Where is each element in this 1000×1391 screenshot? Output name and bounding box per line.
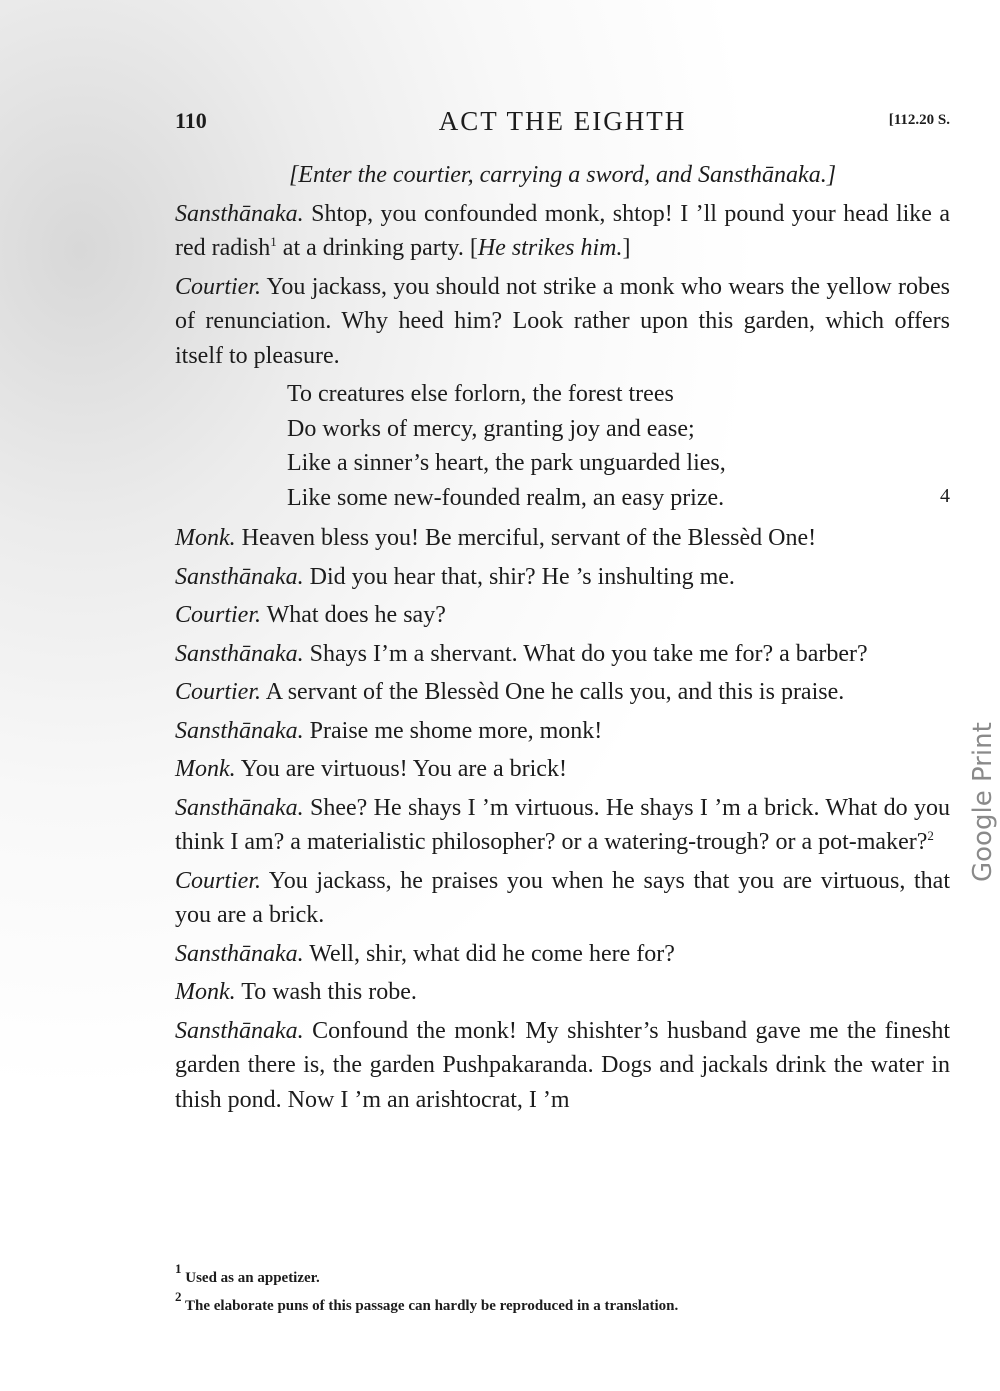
speaker-name: Courtier.: [175, 867, 262, 894]
speaker-name: Courtier.: [175, 273, 262, 300]
speech: [175, 197, 950, 266]
watermark-text: Google Print: [968, 722, 998, 882]
speech: [175, 864, 950, 933]
speech-text: Praise me shome more, monk!: [309, 717, 603, 744]
page-header: [175, 106, 950, 142]
speaker-name: Sansthānaka.: [175, 1017, 304, 1044]
speech-text: Well, shir, what did he come here for?: [309, 940, 675, 967]
speech: [175, 791, 950, 860]
speech: [175, 752, 950, 787]
speech-text: at a drinking party. [: [276, 235, 478, 261]
footnote-text: The elaborate puns of this passage can hardly be reproduced in a translation.: [184, 1298, 679, 1314]
body-text: [175, 158, 950, 1121]
speech: [175, 598, 950, 633]
watermark: [962, 710, 1000, 890]
speaker-name: Sansthānaka.: [175, 200, 304, 227]
footnote: [175, 1289, 950, 1320]
verse-number: 4: [940, 484, 950, 507]
speech: [175, 1014, 950, 1118]
speech-text: Shee? He shays I ’m virtuous. He shays I ’m a brick. What do you think I am? a materialistic philosopher? or a watering-trough? or a pot-maker?: [175, 794, 950, 855]
speech: [175, 560, 950, 595]
footnote: [175, 1261, 950, 1292]
speech: [175, 270, 950, 374]
verse-line: Like some new-founded realm, an easy prize.: [287, 484, 725, 511]
speech-text: Confound the monk! My shishter’s husband gave me the finesht garden there is, the garden Pushpakaranda. Dogs and jackals drink the water in thish pond. Now I ’m an arishtocrat, I ’m: [175, 1017, 950, 1113]
verse-line: Like a sinner’s heart, the park unguarded lies,: [287, 450, 726, 476]
speech-text: Shtop, you confounded monk, shtop! I ’ll pound your head like a red radish: [175, 200, 951, 261]
page-number: 110: [175, 108, 207, 133]
speech-text: Shays I’m a shervant. What do you take me for? a barber?: [309, 640, 868, 667]
verse-stanza: [287, 377, 950, 515]
speech-text: To wash this robe.: [241, 979, 417, 1005]
speaker-name: Sansthānaka.: [175, 563, 304, 590]
speech: [175, 637, 950, 672]
footnotes: [175, 1261, 950, 1320]
speaker-name: Sansthānaka.: [175, 940, 304, 967]
speech-text: Did you hear that, shir? He ’s inshulting me.: [309, 563, 735, 590]
speaker-name: Sansthānaka.: [175, 640, 304, 667]
footnote-marker: 2: [927, 828, 934, 843]
running-title: ACT THE EIGHTH: [438, 106, 687, 136]
speaker-name: Courtier.: [175, 679, 262, 705]
speaker-name: Sansthānaka.: [175, 794, 304, 821]
speech-text: You jackass, you should not strike a monk who wears the yellow robes of renunciation. Why heed him? Look rather upon this garden, which offers itself to pleasure.: [175, 273, 950, 369]
speaker-name: Monk.: [175, 979, 236, 1005]
speech: [175, 975, 950, 1010]
footnote-marker: 1: [270, 234, 277, 249]
stage-direction-inline: He strikes him.: [477, 235, 623, 261]
speech-text: A servant of the Blessèd One he calls you, and this is praise.: [265, 679, 845, 705]
speech: [175, 521, 950, 556]
speaker-name: Monk.: [175, 525, 236, 551]
verse-line: Do works of mercy, granting joy and ease;: [287, 415, 695, 442]
speech: [175, 675, 950, 710]
speaker-name: Courtier.: [175, 602, 262, 628]
page-reference: [112.20 S.: [888, 112, 950, 128]
speaker-name: Sansthānaka.: [175, 717, 304, 744]
footnote-text: Used as an appetizer.: [185, 1270, 320, 1286]
footnote-mark: 2: [175, 1289, 182, 1304]
footnote-mark: 1: [175, 1261, 182, 1276]
speech-text: Heaven bless you! Be merciful, servant of the Blessèd One!: [241, 525, 817, 551]
speaker-name: Monk.: [175, 756, 236, 782]
bracket: ]: [622, 235, 631, 261]
speech: [175, 937, 950, 972]
speech-text: You are virtuous! You are a brick!: [240, 756, 567, 782]
speech-text: You jackass, he praises you when he says that you are virtuous, that you are a brick.: [175, 867, 950, 928]
stage-direction: [Enter the courtier, carrying a sword, and Sansthānaka.]: [288, 162, 837, 188]
speech: [175, 714, 950, 749]
speech-text: What does he say?: [266, 602, 446, 628]
verse-line: To creatures else forlorn, the forest trees: [287, 381, 674, 407]
